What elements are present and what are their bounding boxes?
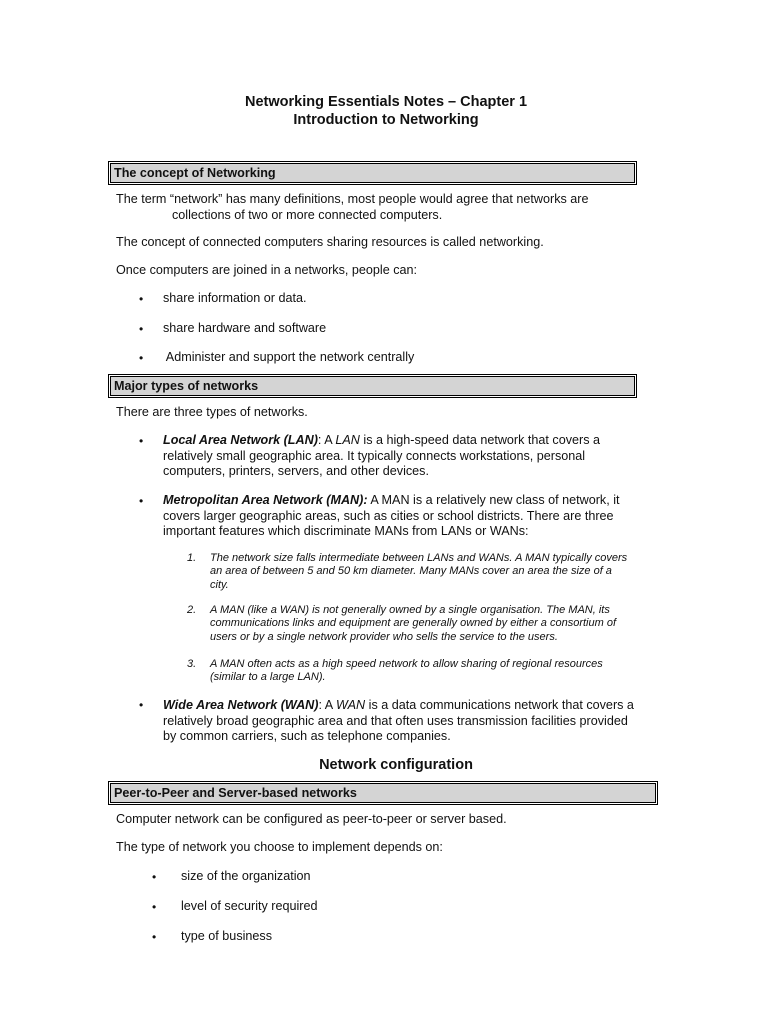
paragraph-people-can: Once computers are joined in a networks, people can:	[116, 263, 418, 277]
item-line: (similar to a large LAN).	[210, 671, 326, 684]
list-number: 3.	[187, 658, 197, 670]
bullet-icon: •	[152, 870, 157, 884]
definition-text: A MAN is a relatively new class of network, it	[367, 493, 620, 507]
numbered-item	[210, 658, 603, 685]
paragraph-config: Computer network can be configured as peer-to-peer or server based.	[116, 812, 507, 826]
definition-line: relatively broad geographic area and that often uses transmission facilities provided	[163, 713, 628, 728]
list-number: 1.	[187, 552, 197, 564]
document-title: Networking Essentials Notes – Chapter 1	[244, 94, 528, 110]
list-item: type of business	[181, 929, 273, 943]
numbered-item	[210, 552, 627, 592]
separator: : A	[317, 433, 336, 447]
list-item-man	[163, 493, 620, 540]
item-line: an area of between 5 and 50 km diameter. Many MANs cover an area the size of a	[210, 565, 612, 578]
definition-line: important features which discriminate MANs from LANs or WANs:	[163, 524, 529, 538]
document-subtitle: Introduction to Networking	[293, 112, 479, 128]
definition-line: computers, printers, servers, and other devices.	[163, 464, 429, 478]
paragraph-line: The term “network” has many definitions, most people would agree that networks are	[116, 192, 589, 206]
paragraph-networking-concept: The concept of connected computers sharing resources is called networking.	[116, 235, 544, 249]
term-man: Metropolitan Area Network (MAN):	[163, 493, 368, 507]
item-line: communications links and equipment are generally owned by either a consortium of	[210, 617, 616, 630]
numbered-item	[210, 604, 616, 644]
section-heading-peer-server: Peer-to-Peer and Server-based networks	[110, 783, 656, 803]
paragraph-line: collections of two or more connected computers.	[172, 207, 443, 222]
list-item-lan	[163, 433, 600, 480]
list-item: Administer and support the network centrally	[163, 350, 415, 364]
definition-line: by common carriers, such as telephone companies.	[163, 729, 451, 743]
network-configuration-title: Network configuration	[319, 757, 473, 773]
list-item: share hardware and software	[163, 321, 327, 335]
bullet-icon: •	[139, 292, 144, 306]
section-heading-concept: The concept of Networking	[110, 163, 635, 183]
paragraph-three-types: There are three types of networks.	[116, 405, 308, 419]
bullet-icon: •	[152, 930, 157, 944]
item-line: The network size falls intermediate between LANs and WANs. A MAN typically covers	[210, 552, 628, 564]
item-line: A MAN (like a WAN) is not generally owned by a single organisation. The MAN, its	[210, 604, 610, 616]
abbr-wan: WAN	[335, 698, 366, 712]
definition-text: is a data communications network that covers a	[365, 698, 634, 712]
bullet-icon: •	[139, 434, 144, 448]
definition-line: covers larger geographic areas, such as cities or school districts. There are three	[163, 508, 614, 523]
list-item-wan	[163, 698, 634, 745]
paragraph-depends: The type of network you choose to implement depends on:	[116, 840, 443, 854]
item-line: users or by a single network provider who sells the service to the users.	[210, 630, 558, 643]
separator: : A	[318, 698, 336, 712]
paragraph-network-definition	[116, 192, 589, 223]
list-item: share information or data.	[163, 291, 307, 305]
term-lan: Local Area Network (LAN)	[163, 433, 318, 447]
definition-text: is a high-speed data network that covers a	[359, 433, 601, 447]
bullet-icon: •	[139, 351, 144, 365]
bullet-icon: •	[139, 494, 144, 508]
bullet-icon: •	[152, 900, 157, 914]
abbr-lan: LAN	[335, 433, 360, 447]
list-item: size of the organization	[181, 869, 311, 883]
definition-line: relatively small geographic area. It typically connects workstations, personal	[163, 448, 586, 463]
bullet-icon: •	[139, 322, 144, 336]
term-wan: Wide Area Network (WAN)	[163, 698, 319, 712]
item-line: city.	[210, 578, 229, 591]
list-item: level of security required	[181, 899, 318, 913]
item-line: A MAN often acts as a high speed network to allow sharing of regional resources	[210, 658, 603, 670]
section-heading-network-types: Major types of networks	[110, 376, 635, 396]
bullet-icon: •	[139, 698, 144, 712]
list-number: 2.	[187, 604, 197, 616]
